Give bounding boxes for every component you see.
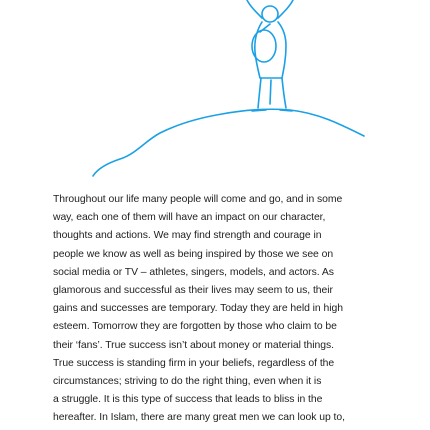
paragraph-line: gains and successes are temporary. Today they are held in high (53, 303, 343, 315)
person-on-hill-icon (0, 0, 430, 185)
person-feet (252, 110, 292, 111)
paragraph-line: social media or TV – athletes, singers, models, and actors. As (53, 266, 334, 278)
paragraph-line: esteem. Tomorrow they are forgotten by those who claim to be (53, 321, 337, 333)
paragraph-line: circumstances; striving to do the right thing, even when it is (53, 376, 322, 388)
person-right-leg (282, 78, 286, 108)
paragraph-line: hereafter. In Islam, there are many great men we can look up to, (53, 412, 345, 424)
hill-outline (93, 109, 364, 176)
paragraph-line: their ‘fans’. True success isn’t about money or material things. (53, 339, 334, 351)
person-right-arm (278, 0, 293, 18)
paragraph-line: a struggle. It is this type of success that leads to bliss in the (53, 394, 323, 406)
person-left-leg (258, 78, 261, 108)
person-left-arm (247, 0, 262, 18)
paragraph-line: way, each one of them will have an impact on our character, (53, 212, 326, 224)
person-head (262, 6, 278, 22)
paragraph-line: thoughts and actions. We may find strength and courage in (53, 230, 322, 242)
body-paragraph (53, 191, 393, 428)
paragraph-line: glamorous and successful as their lives may seem to us, their (53, 285, 333, 297)
paragraph-line: Throughout our life many people will come and go, and in some (53, 194, 343, 205)
paragraph-line: people we know as well as being inspired by those we see on (53, 248, 334, 260)
paragraph-line: True success is standing firm in your beliefs, regardless of the (53, 357, 335, 369)
